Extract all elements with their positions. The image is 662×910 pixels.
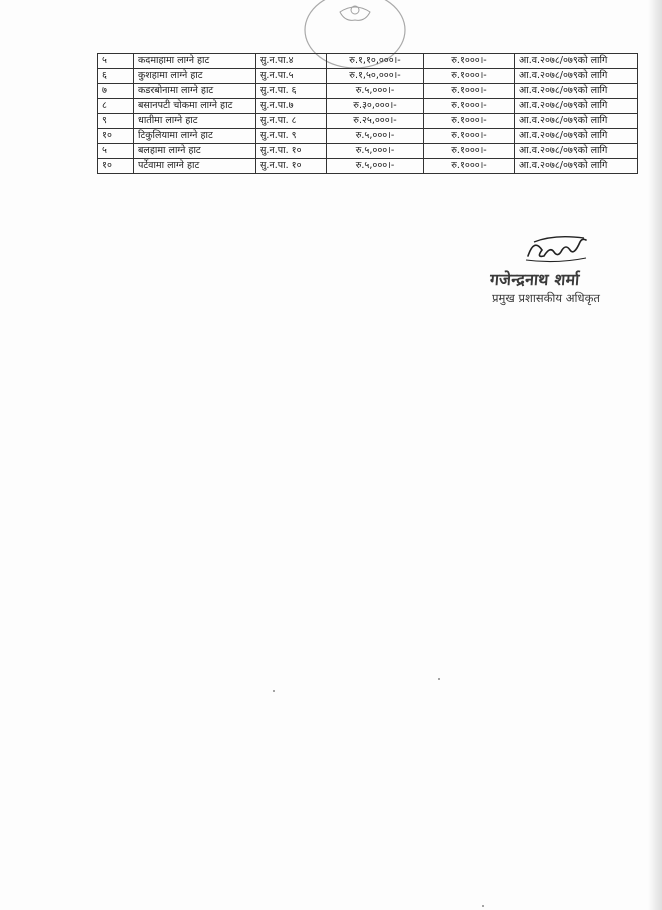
paper-speck (482, 905, 484, 907)
fee-cell: रु.१०००।- (424, 69, 515, 84)
amount-cell: रु.१,५०,०००।- (327, 69, 424, 84)
table-row (98, 114, 638, 129)
fee-cell: रु.१०००।- (424, 144, 515, 159)
scan-edge-shadow (648, 0, 662, 910)
table-row (98, 69, 638, 84)
ward-cell: सु.न.पा. १० (256, 159, 327, 174)
market-name-cell: कडरबोनामा लाग्ने हाट (134, 84, 256, 99)
table-row (98, 159, 638, 174)
serial-number-cell: ७ (98, 84, 134, 99)
amount-cell: रु.५,०००।- (327, 159, 424, 174)
fiscal-year-cell: आ.व.२०७८/०७९को लागि (515, 114, 638, 129)
table-row (98, 144, 638, 159)
serial-number-cell: ८ (98, 99, 134, 114)
fiscal-year-cell: आ.व.२०७८/०७९को लागि (515, 159, 638, 174)
table-row (98, 99, 638, 114)
amount-cell: रु.५,०००।- (327, 129, 424, 144)
paper-speck (438, 678, 440, 680)
serial-number-cell: १० (98, 129, 134, 144)
serial-number-cell: १० (98, 159, 134, 174)
fiscal-year-cell: आ.व.२०७८/०७९को लागि (515, 99, 638, 114)
fiscal-year-cell: आ.व.२०७८/०७९को लागि (515, 69, 638, 84)
fiscal-year-cell: आ.व.२०७८/०७९को लागि (515, 129, 638, 144)
market-name-cell: बलहामा लाग्ने हाट (134, 144, 256, 159)
market-name-cell: टिकुलियामा लाग्ने हाट (134, 129, 256, 144)
ward-cell: सु.न.पा. ९ (256, 129, 327, 144)
ward-cell: सु.न.पा.४ (256, 54, 327, 69)
amount-cell: रु.३०,०००।- (327, 99, 424, 114)
fee-cell: रु.१०००।- (424, 129, 515, 144)
table-row (98, 54, 638, 69)
fee-cell: रु.१०००।- (424, 159, 515, 174)
fee-cell: रु.१०००।- (424, 54, 515, 69)
serial-number-cell: ५ (98, 144, 134, 159)
ward-cell: सु.न.पा.५ (256, 69, 327, 84)
fee-cell: रु.१०००।- (424, 99, 515, 114)
serial-number-cell: ६ (98, 69, 134, 84)
amount-cell: रु.१,१०,०००।- (327, 54, 424, 69)
market-name-cell: बसानपटी चोकमा लाग्ने हाट (134, 99, 256, 114)
market-fee-table (97, 53, 638, 174)
fiscal-year-cell: आ.व.२०७८/०७९को लागि (515, 84, 638, 99)
market-name-cell: धातीमा लाग्ने हाट (134, 114, 256, 129)
amount-cell: रु.५,०००।- (327, 144, 424, 159)
amount-cell: रु.२५,०००।- (327, 114, 424, 129)
signatory-title: प्रमुख प्रशासकीय अधिकृत (492, 291, 600, 305)
fiscal-year-cell: आ.व.२०७८/०७९को लागि (515, 54, 638, 69)
table-row (98, 84, 638, 99)
ward-cell: सु.न.पा. १० (256, 144, 327, 159)
paper-speck (273, 690, 275, 692)
handwritten-signature (520, 232, 600, 266)
market-name-cell: कदमाहामा लाग्ने हाट (134, 54, 256, 69)
market-name-cell: पर्टेवामा लाग्ने हाट (134, 159, 256, 174)
fee-cell: रु.१०००।- (424, 114, 515, 129)
ward-cell: सु.न.पा. ८ (256, 114, 327, 129)
amount-cell: रु.५,०००।- (327, 84, 424, 99)
serial-number-cell: ९ (98, 114, 134, 129)
fiscal-year-cell: आ.व.२०७८/०७९को लागि (515, 144, 638, 159)
signatory-name: गजेन्द्रनाथ शर्मा (489, 270, 581, 289)
fee-cell: रु.१०००।- (424, 84, 515, 99)
serial-number-cell: ५ (98, 54, 134, 69)
market-name-cell: कुशहामा लाग्ने हाट (134, 69, 256, 84)
table-row (98, 129, 638, 144)
ward-cell: सु.न.पा. ६ (256, 84, 327, 99)
ward-cell: सु.न.पा.७ (256, 99, 327, 114)
